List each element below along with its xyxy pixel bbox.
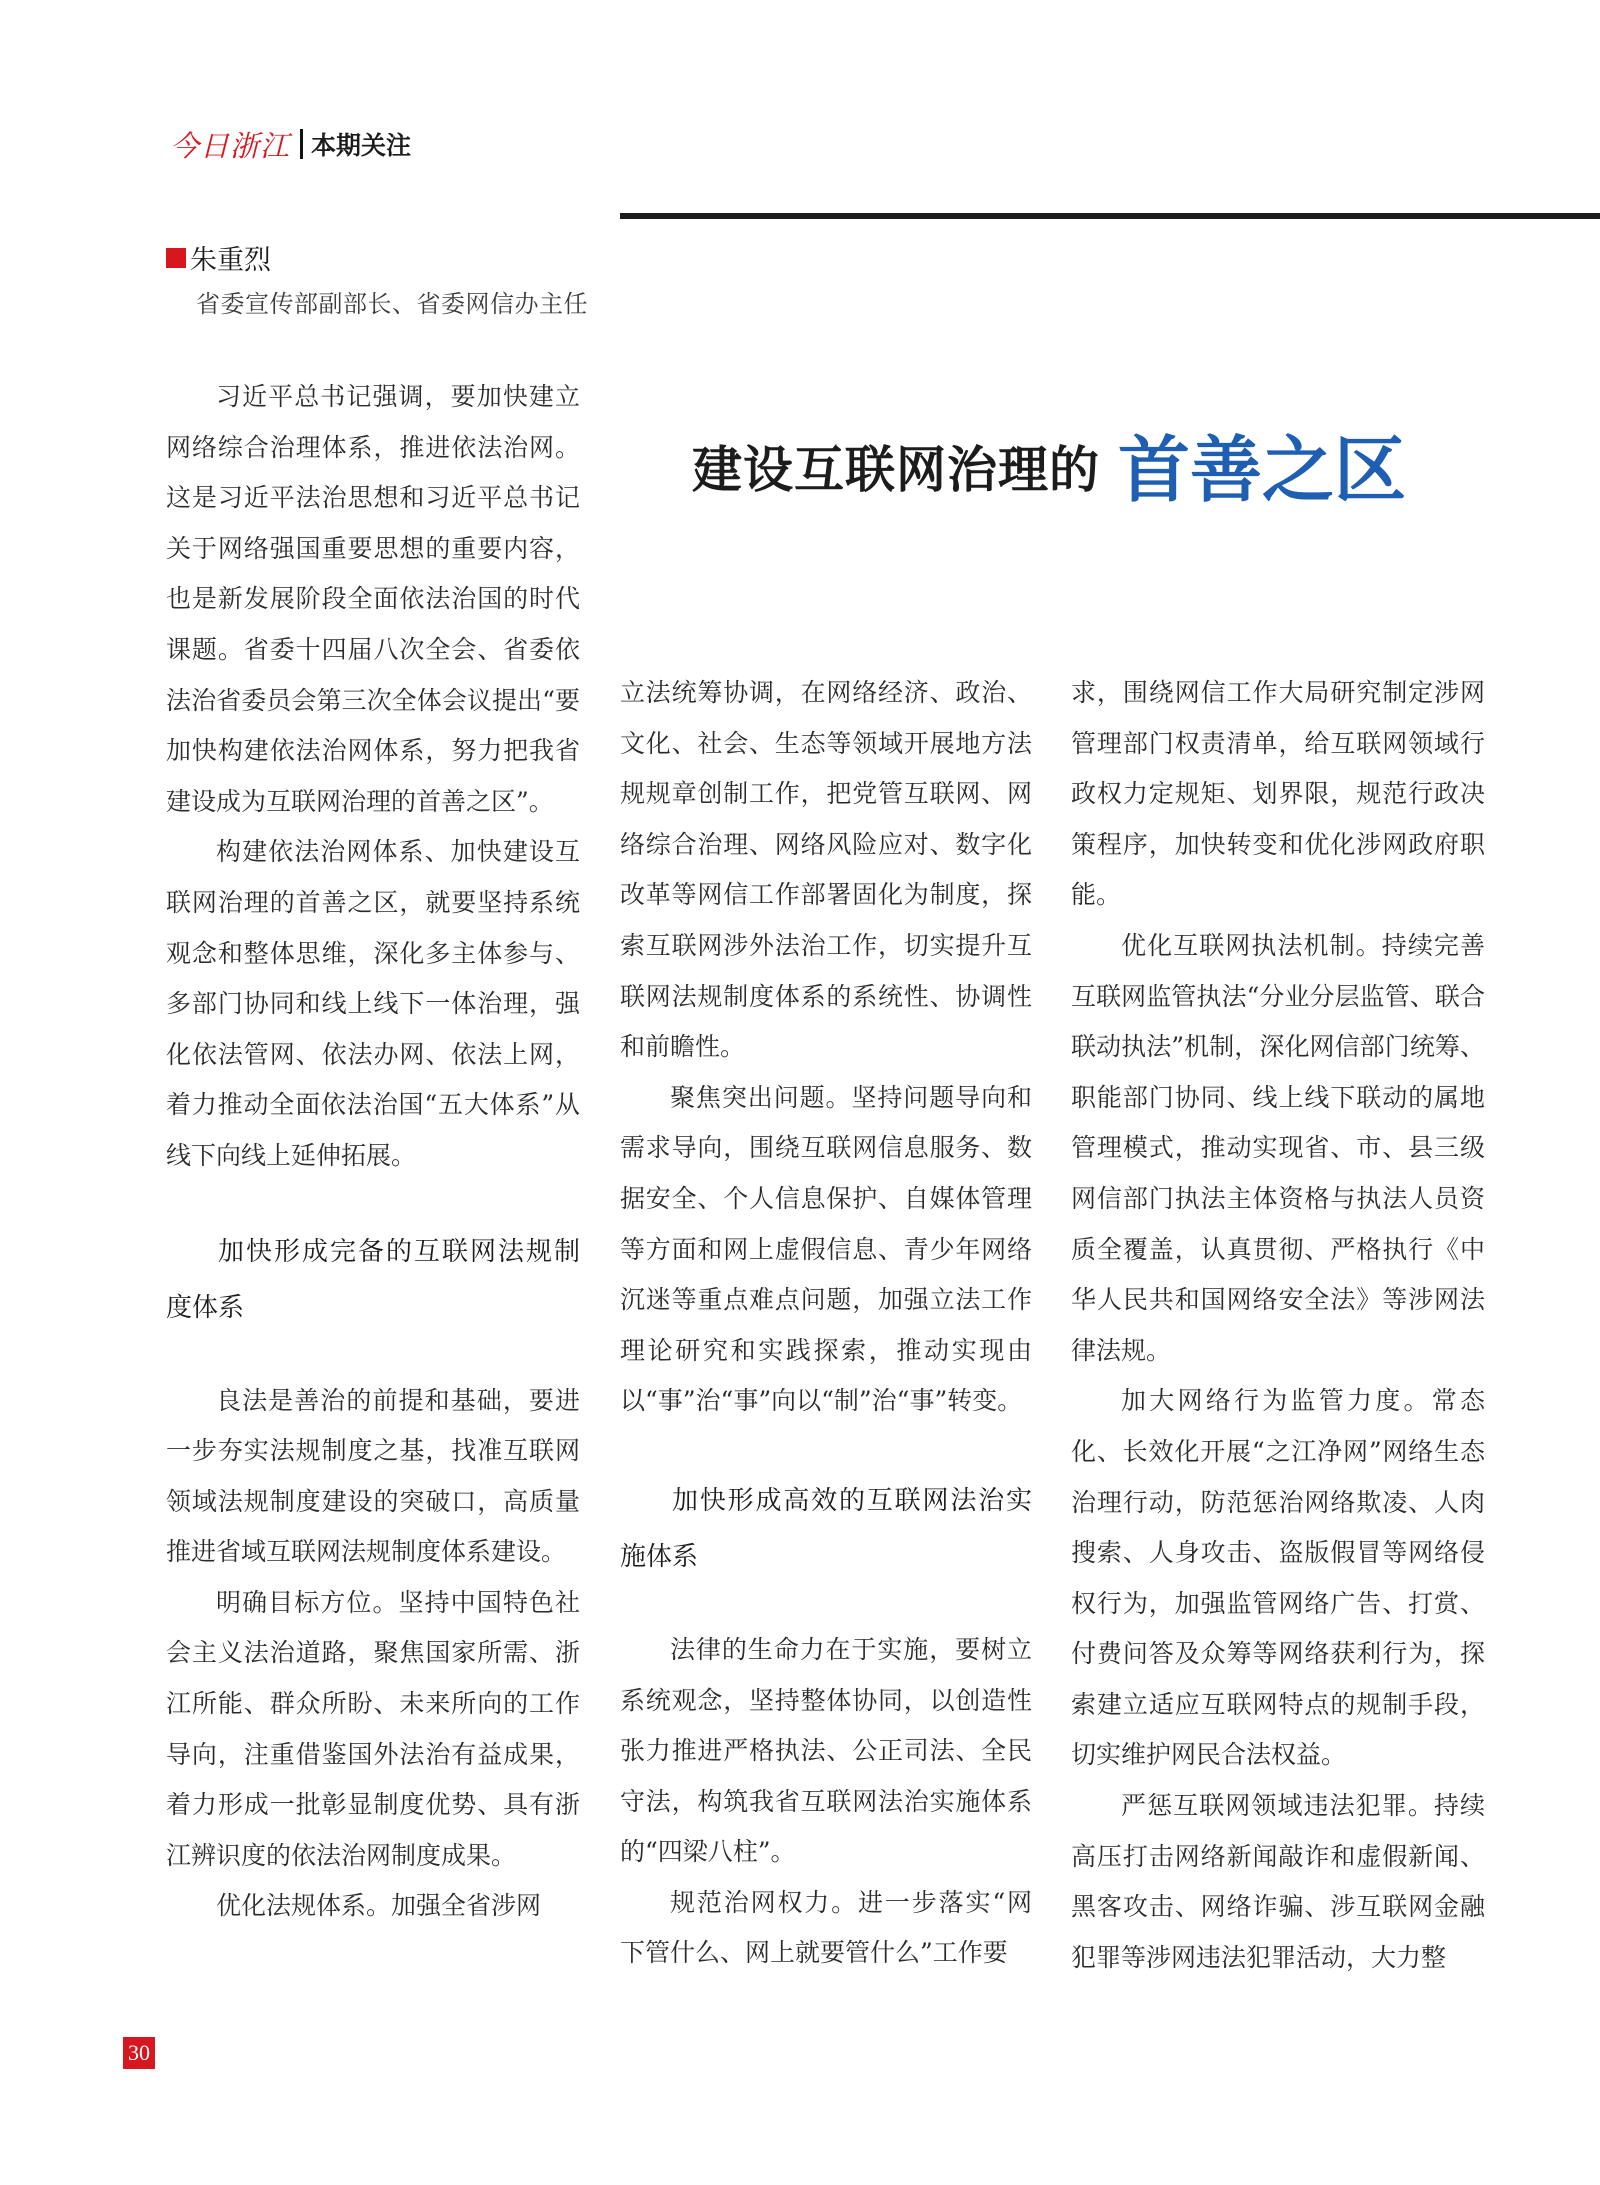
paragraph: 严惩互联网领域违法犯罪。持续高压打击网络新闻敲诈和虚假新闻、黑客攻击、网络诈骗、涉互联网金融犯罪等涉网违法犯罪活动，大力整 (1071, 1791, 1485, 1972)
author-marker-icon (166, 248, 186, 268)
masthead (170, 124, 411, 164)
text-column-1 (166, 372, 580, 1932)
masthead-divider (300, 129, 303, 159)
title-rule (620, 213, 1600, 219)
paragraph: 规范治网权力。进一步落实“网下管什么、网上就要管什么”工作要 (620, 1887, 1032, 1968)
paragraph: 加大网络行为监管力度。常态化、长效化开展“之江净网”网络生态治理行动，防范惩治网络欺凌、人肉搜索、人身攻击、盗版假冒等网络侵权行为，加强监管网络广告、打赏、付费问答及众筹等网络获利行为，探索建立适应互联网特点的规制手段，切实维护网民合法权益。 (1071, 1386, 1485, 1770)
paragraph: 良法是善治的前提和基础，要进一步夯实法规制度之基，找准互联网领域法规制度建设的突破口，高质量推进省域互联网法规制度体系建设。 (166, 1385, 580, 1567)
page-number: 30 (123, 2037, 155, 2069)
author-byline (166, 238, 271, 277)
section-label: 本期关注 (311, 131, 412, 160)
paragraph: 优化法规体系。加强全省涉网 (216, 1891, 542, 1921)
paragraph: 习近平总书记强调，要加快建立网络综合治理体系，推进依法治网。这是习近平法治思想和习近平总书记关于网络强国重要思想的重要内容，也是新发展阶段全面依法治国的时代课题。省委十四届八次全会、省委依法治省委员会第三次全体会议提出“要加快构建依法治网体系，努力把我省建设成为互联网治理的首善之区”。 (166, 382, 580, 816)
paragraph: 聚焦突出问题。坚持问题导向和需求导向，围绕互联网信息服务、数据安全、个人信息保护、自媒体管理等方面和网上虚假信息、青少年网络沉迷等重点难点问题，加强立法工作理论研究和实践探索，推动实现由以“事”治“事”向以“制”治“事”转变。 (620, 1082, 1032, 1416)
article-title (692, 428, 1452, 512)
section-heading: 加快形成高效的互联网法治实施体系 (620, 1485, 1032, 1572)
paragraph: 优化互联网执法机制。持续完善互联网监管执法“分业分层监管、联合联动执法”机制，深化网信部门统筹、职能部门协同、线上线下联动的属地管理模式，推动实现省、市、县三级网信部门执法主体资格与执法人员资质全覆盖，认真贯彻、严格执行《中华人民共和国网络安全法》等涉网法律法规。 (1071, 930, 1485, 1365)
author-title: 省委宣传部副部长、省委网信办主任 (196, 290, 588, 318)
text-column-3 (1071, 668, 1485, 1983)
paragraph: 构建依法治网体系、加快建设互联网治理的首善之区，就要坚持系统观念和整体思维，深化多主体参与、多部门协同和线上线下一体治理，强化依法管网、依法办网、依法上网，着力推动全面依法治国“五大体系”从线下向线上延伸拓展。 (166, 837, 580, 1170)
text-column-2 (620, 668, 1032, 1979)
section-heading: 加快形成完备的互联网法规制度体系 (166, 1236, 580, 1323)
article-title-accent: 首善之区 (1118, 428, 1407, 512)
author-name: 朱重烈 (190, 245, 271, 276)
magazine-logo: 今日浙江 (170, 128, 291, 163)
paragraph: 立法统筹协调，在网络经济、政治、文化、社会、生态等领域开展地方法规规章创制工作，把党管互联网、网络综合治理、网络风险应对、数字化改革等网信工作部署固化为制度，探索互联网涉外法治工作，切实提升互联网法规制度体系的系统性、协调性和前瞻性。 (620, 678, 1032, 1062)
article-title-main: 建设互联网治理的 (692, 440, 1100, 499)
paragraph: 求，围绕网信工作大局研究制定涉网管理部门权责清单，给互联网领域行政权力定规矩、划界限，规范行政决策程序，加快转变和优化涉网政府职能。 (1071, 678, 1485, 910)
paragraph: 明确目标方位。坚持中国特色社会主义法治道路，聚焦国家所需、浙江所能、群众所盼、未来所向的工作导向，注重借鉴国外法治有益成果，着力形成一批彰显制度优势、具有浙江辨识度的依法治网制度成果。 (166, 1587, 580, 1870)
paragraph: 法律的生命力在于实施，要树立系统观念，坚持整体协同，以创造性张力推进严格执法、公正司法、全民守法，构筑我省互联网法治实施体系的“四梁八柱”。 (620, 1634, 1032, 1867)
